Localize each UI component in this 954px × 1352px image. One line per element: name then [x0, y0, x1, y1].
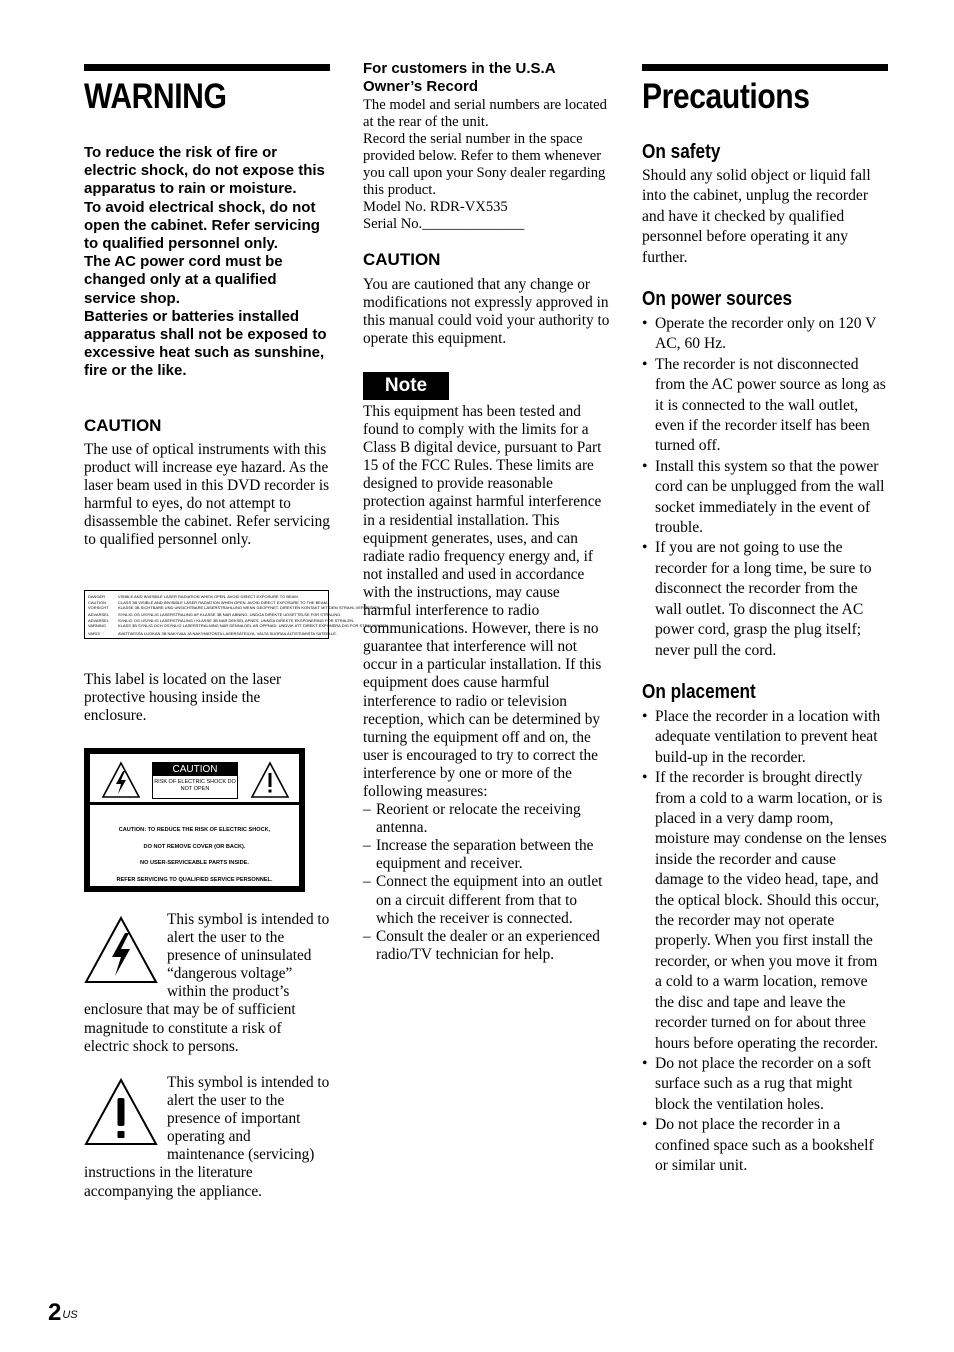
safety-text: Should any solid object or liquid fall into the cabinet, unplug the recorder and have it checked by qualified personnel before operating it any further.: [642, 167, 871, 266]
page-number-value: 2: [48, 1299, 62, 1326]
laser-label-value: SYNLIG OG USYNLIG LASERSTRALING AF KLASSE 3B NAR ABNING. UNDGA DIREKTE UDSETTELSE FOR STRALING.: [118, 612, 342, 617]
caution-tag-subtitle: RISK OF ELECTRIC SHOCK DO NOT OPEN: [154, 779, 236, 792]
caution-box-line: CAUTION: TO REDUCE THE RISK OF ELECTRIC SHOCK,: [118, 827, 271, 833]
laser-label-key: VARO!: [88, 631, 101, 636]
caution-box-line: DO NOT REMOVE COVER (OR BACK).: [143, 843, 246, 850]
list-item: • Operate the recorder only on 120 V AC, 60 Hz.: [642, 314, 888, 355]
fcc-note: [363, 403, 611, 964]
caution-tag-title: CAUTION: [153, 763, 237, 776]
lightning-triangle-icon: [102, 762, 140, 798]
list-item: • Do not place the recorder on a soft surface such as a rug that might block the ventilation holes.: [642, 1054, 888, 1115]
placement-heading: On placement: [642, 681, 756, 703]
warning-rule: [84, 64, 330, 71]
list-item: • If the recorder is brought directly from a cold to a warm location, or is placed in a very damp room, moisture may condense on the lenses inside the recorder and cause damage to the video head, tape, and the optical block. Should this occur, the recorder may not operate properly. When you first install the recorder, or when you move it from a cold to a warm location, remove the disc and tape and leave the recorder turned on for about three hours before operating the recorder.: [642, 768, 888, 1054]
laser-label-key: VORSICHT: [88, 605, 109, 610]
owners-record-paragraph: Record the serial number in the space provided below. Refer to them whenever you call upon your Sony dealer regarding this product.: [363, 131, 606, 198]
list-item: • If you are not going to use the recorder for a long time, be sure to disconnect the recorder from the wall outlet. To disconnect the AC power cord, grasp the plug itself; never pull the cord.: [642, 538, 888, 660]
list-item: – Connect the equipment into an outlet on a circuit different from that to which the receiver is connected.: [363, 873, 611, 927]
page-number: [48, 1300, 78, 1326]
caution-text: The use of optical instruments with this product will increase eye hazard. As the laser beam used in this DVD recorder is harmful to eyes, do not attempt to disassemble the cabinet. Refer servicing to qualified personnel only.: [84, 441, 330, 549]
symbol2-description: This symbol is intended to alert the user to the presence of important operating and maintenance (servicing) instructions in the literature accompanying the appliance.: [84, 1074, 330, 1200]
owners-record-paragraph: The model and serial numbers are located at the rear of the unit.: [363, 97, 607, 130]
safety-heading: On safety: [642, 141, 721, 163]
list-item: • The recorder is not disconnected from the AC power source as long as it is connected to the wall outlet, even if the recorder itself has been turned off.: [642, 355, 888, 457]
laser-label-key: CAUTION: [88, 599, 106, 605]
page-number-suffix: US: [62, 1309, 78, 1321]
warning-title: WARNING: [84, 77, 227, 116]
caution-box-divider: [90, 802, 299, 805]
warning-bold-text: [84, 144, 332, 381]
symbol2-text: [84, 1074, 330, 1201]
list-item: – Consult the dealer or an experienced radio/TV technician for help.: [363, 928, 611, 964]
caution-box-line: NO USER-SERVICEABLE PARTS INSIDE.: [140, 860, 249, 866]
placement-list: [642, 707, 888, 1176]
list-item: • Do not place the recorder in a confined space such as a bookshelf or similar unit.: [642, 1115, 888, 1176]
serial-number: Serial No.______________: [363, 216, 525, 232]
laser-label-key: ADVARSEL: [88, 612, 110, 617]
laser-label-value: AVATTAESSA LUOKAN 3B NAKYVAA JA NAKYMATONTA LASERSATEILYA. VALTA SUORAA ALTISTUMISTA SATEELLE.: [118, 631, 338, 636]
symbol1-description: This symbol is intended to alert the user to the presence of uninsulated “dangerous voltage” within the product’s enclosure that may be of sufficient magnitude to constitute a risk of electric shock to persons.: [84, 911, 330, 1055]
warning-paragraph: The AC power cord must be changed only at a qualified service shop.: [84, 253, 283, 307]
laser-label-value: CLASS 3B VISIBLE AND INVISIBLE LASER RADIATION WHEN OPEN. AVOID DIRECT EXPOSURE TO THE BEAM.: [118, 599, 329, 605]
laser-label-key: ADVARSEL: [88, 617, 110, 623]
fcc-caution-text: You are cautioned that any change or modifications not expressly approved in this manual could void your authority to operate this equipment.: [363, 276, 610, 348]
laser-label-value: KLASSE 3B SICHTBARE UND UNSICHTBARE LASERSTRAHLUNG WENN GEOFFNET. DIREKTEN KONTAKT MIT DEM STRAHL VERMEIDEN.: [118, 605, 381, 610]
note-badge: Note: [363, 372, 449, 400]
list-item: • Place the recorder in a location with adequate ventilation to prevent heat build-up in the recorder.: [642, 707, 888, 768]
owners-record-heading-line: For customers in the U.S.A: [363, 60, 556, 77]
fcc-note-text: This equipment has been tested and found to comply with the limits for a Class B digital device, pursuant to Part 15 of the FCC Rules. These limits are designed to provide reasonable protection against harmful interference in a residential installation. This equipment generates, uses, and can radiate radio frequency energy and, if not installed and used in accordance with the instructions, may cause harmful interference to radio communications. However, there is no guarantee that interference will not occur in a particular installation. If this equipment does cause harmful interference to radio or television reception, which can be determined by turning the equipment off and on, the user is encouraged to try to correct the interference by one or more of the following measures:: [363, 403, 602, 800]
caution-shock-box: [84, 748, 305, 892]
owners-record-heading: [363, 60, 613, 96]
warning-paragraph: To reduce the risk of fire or electric shock, do not expose this apparatus to rain or moisture.: [84, 144, 325, 198]
power-list: [642, 314, 888, 661]
symbol1-text: [84, 911, 330, 1056]
caution-heading: CAUTION: [84, 416, 162, 435]
precautions-title: Precautions: [642, 77, 810, 116]
fcc-caution-heading: CAUTION: [363, 250, 441, 269]
label-location-text: This label is located on the laser protective housing inside the enclosure.: [84, 671, 282, 725]
laser-warning-label: [84, 590, 390, 639]
precautions-rule: [642, 64, 888, 71]
caution-box-line: REFER SERVICING TO QUALIFIED SERVICE PERSONNEL.: [116, 876, 273, 883]
owners-record-heading-line: Owner’s Record: [363, 78, 479, 95]
fcc-measures-list: [363, 801, 611, 964]
list-item: – Increase the separation between the equipment and receiver.: [363, 837, 611, 873]
laser-label-value: KLASS 3B SYNLIG OCH OSYNLIG LASERSTRALNING NAR DENNA DEL AR OPPNAD. UNDVIK ATT DIREKT EXPONERA DIG FOR STRALNINGEN.: [118, 623, 390, 628]
warning-paragraph: Batteries or batteries installed apparatus shall not be exposed to excessive heat such as sunshine, fire or the like.: [84, 307, 327, 380]
owners-record-text: [363, 97, 613, 233]
model-number: Model No. RDR-VX535: [363, 199, 508, 215]
laser-label-key: VARNING: [88, 623, 106, 628]
power-heading: On power sources: [642, 288, 793, 310]
caution-box-lines: [96, 822, 293, 888]
laser-label-value: SYNLIG OG USYNLIG LASERSTRALING I KLASSE 3B NAR DEKSEL APNES. UNNGA DIREKTE EKSPONERING FOR STRALEN.: [118, 617, 355, 623]
caution-tag: [152, 762, 238, 799]
laser-label-value: VISIBLE AND INVISIBLE LASER RADIATION WHEN OPEN. AVOID DIRECT EXPOSURE TO BEAM.: [118, 594, 299, 599]
list-item: – Reorient or relocate the receiving antenna.: [363, 801, 611, 837]
warning-paragraph: To avoid electrical shock, do not open the cabinet. Refer servicing to qualified personnel only.: [84, 198, 320, 253]
exclamation-triangle-icon: [251, 762, 289, 798]
laser-label-key: DANGER: [88, 594, 106, 599]
list-item: • Install this system so that the power cord can be unplugged from the wall socket immediately in the event of trouble.: [642, 457, 888, 539]
